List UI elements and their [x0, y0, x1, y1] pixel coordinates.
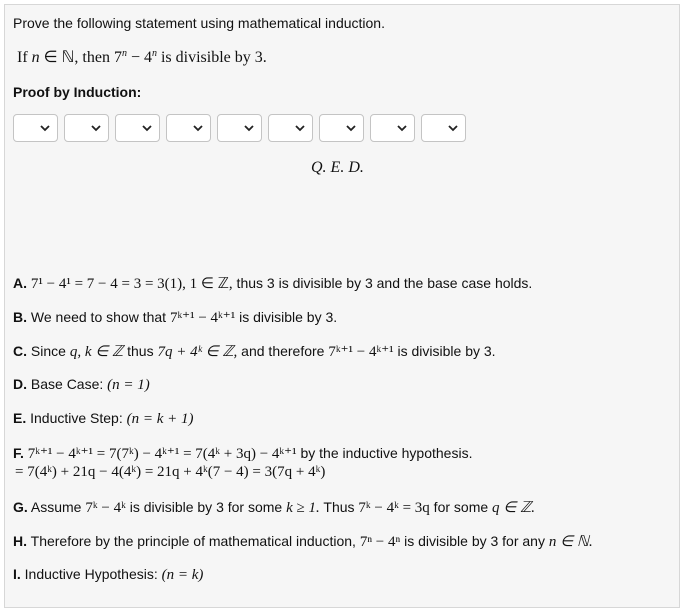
option-e: E. Inductive Step: (n = k + 1): [13, 410, 194, 427]
option-f: F. 7ᵏ⁺¹ − 4ᵏ⁺¹ = 7(7ᵏ) − 4ᵏ⁺¹ = 7(4ᵏ + 3q) − 4ᵏ⁺¹ by the inductive hypothesis.: [13, 445, 473, 462]
qed-mark: Q. E. D.: [311, 159, 364, 176]
step-dropdown-7[interactable]: [319, 114, 364, 142]
option-b: B. We need to show that 7ᵏ⁺¹ − 4ᵏ⁺¹ is divisible by 3.: [13, 309, 338, 326]
step-dropdown-9[interactable]: [421, 114, 466, 142]
step-dropdown-2[interactable]: [64, 114, 109, 142]
step-dropdown-8[interactable]: [370, 114, 415, 142]
option-g: G. Assume 7ᵏ − 4ᵏ is divisible by 3 for some k ≥ 1. Thus 7ᵏ − 4ᵏ = 3q for some q ∈ ℤ.: [13, 499, 536, 516]
chevron-down-icon: [295, 125, 305, 132]
step-dropdown-4[interactable]: [166, 114, 211, 142]
option-f-line-2: = 7(4ᵏ) + 21q − 4(4ᵏ) = 21q + 4ᵏ(7 − 4) = 3(7q + 4ᵏ): [15, 464, 326, 480]
step-dropdown-5[interactable]: [217, 114, 262, 142]
option-i: I. Inductive Hypothesis: (n = k): [13, 566, 204, 583]
option-d: D. Base Case: (n = 1): [13, 376, 150, 393]
option-h: H. Therefore by the principle of mathematical induction, 7ⁿ − 4ⁿ is divisible by 3 for any n ∈ ℕ.: [13, 533, 593, 550]
chevron-down-icon: [193, 125, 203, 132]
option-c: C. Since q, k ∈ ℤ thus 7q + 4ᵏ ∈ ℤ, and therefore 7ᵏ⁺¹ − 4ᵏ⁺¹ is divisible by 3.: [13, 343, 496, 360]
chevron-down-icon: [91, 125, 101, 132]
step-dropdown-1[interactable]: [13, 114, 58, 142]
instruction-text: Prove the following statement using mathematical induction.: [13, 15, 385, 31]
chevron-down-icon: [244, 125, 254, 132]
chevron-down-icon: [397, 125, 407, 132]
chevron-down-icon: [448, 125, 458, 132]
option-a: A. 7¹ − 4¹ = 7 − 4 = 3 = 3(1), 1 ∈ ℤ, thus 3 is divisible by 3 and the base case holds.: [13, 275, 533, 292]
statement: If n ∈ ℕ, then $7^n - 4^n$ is divisible by 3.: [17, 48, 267, 66]
chevron-down-icon: [142, 125, 152, 132]
proof-title: Proof by Induction:: [13, 84, 142, 100]
chevron-down-icon: [40, 125, 50, 132]
step-dropdown-3[interactable]: [115, 114, 160, 142]
step-dropdown-6[interactable]: [268, 114, 313, 142]
chevron-down-icon: [346, 125, 356, 132]
